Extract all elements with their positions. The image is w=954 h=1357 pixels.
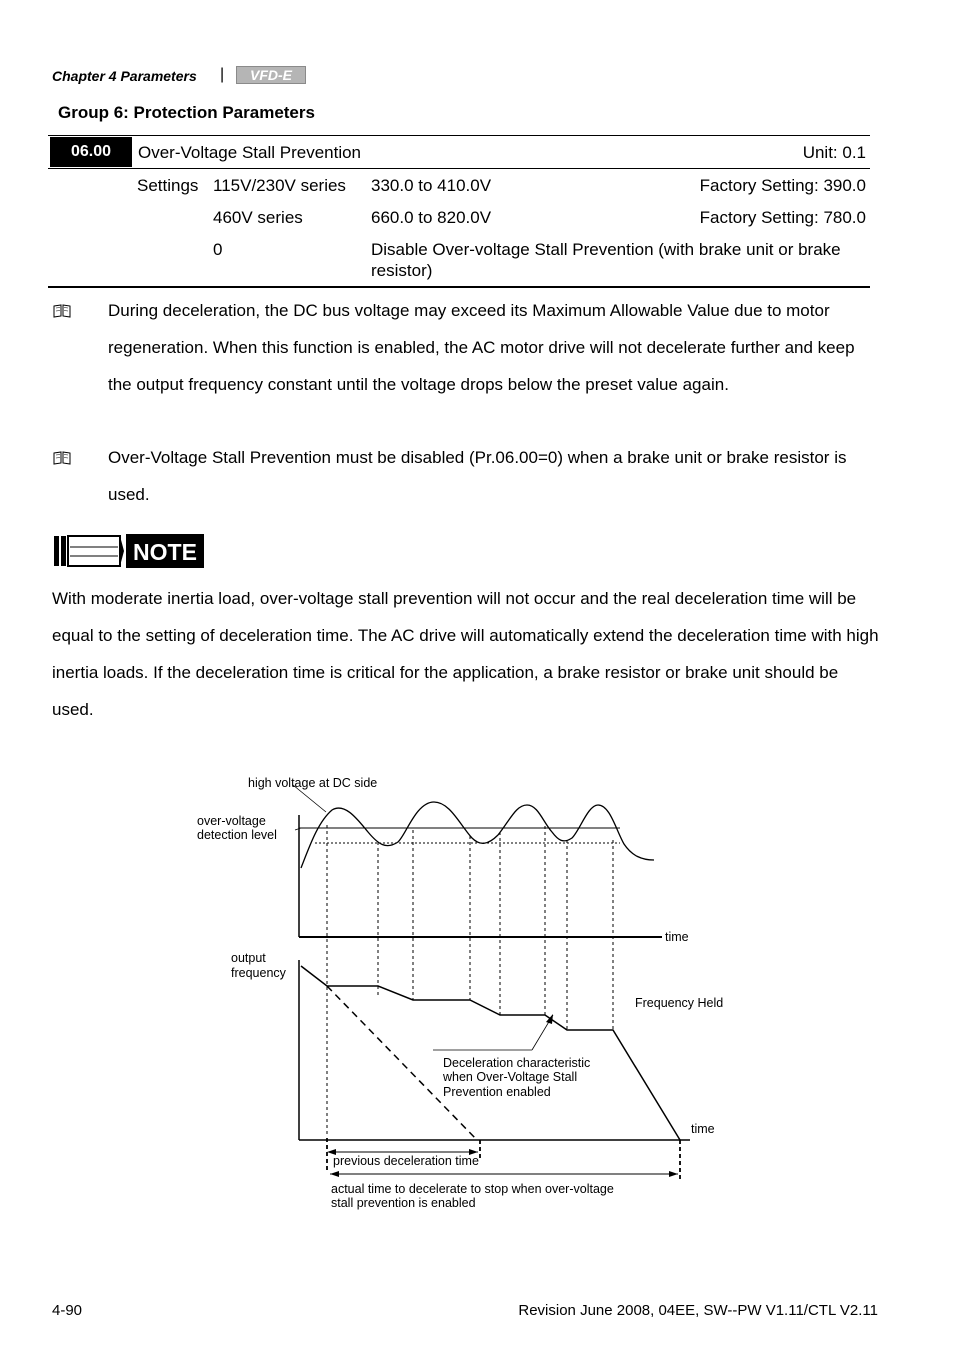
- label-deceleration-characteristic: when Over-Voltage Stall: [443, 1070, 578, 1084]
- label-output-frequency: output: [231, 951, 266, 965]
- dc-voltage-waveform: [301, 802, 654, 868]
- note-badge-text: NOTE: [133, 539, 197, 565]
- group-title: Group 6: Protection Parameters: [58, 103, 315, 122]
- label-output-frequency: frequency: [231, 966, 286, 980]
- vfd-e-logo: [236, 66, 306, 84]
- label-frequency-held: Frequency Held: [635, 996, 724, 1010]
- bullet-text: During deceleration, the DC bus voltage may exceed its Maximum Allowable Value due to motor regeneration. When this function is enabled, the AC motor drive will not decelerate further and keep the output frequency constant until the voltage drops below the preset value again.: [108, 301, 855, 394]
- row-factory-setting: Factory Setting: 390.0: [699, 176, 866, 195]
- note-text: With moderate inertia load, over-voltage stall prevention will not occur and the real deceleration time will be equal to the setting of deceleration time. The AC drive will automatically extend the deceleration time with high inertia loads. If the deceleration time is critical for the application, a brake resistor or brake unit should be used.: [52, 589, 879, 719]
- book-icon: [53, 304, 71, 318]
- logo-text: VFD-E: [250, 67, 292, 83]
- label-ov-level: detection level: [197, 828, 277, 842]
- chapter-title: Chapter 4 Parameters: [52, 68, 197, 84]
- row-factory-setting: Factory Setting: 780.0: [699, 208, 866, 227]
- table-bottom-rule: [48, 286, 870, 288]
- row-series: 115V/230V series: [213, 176, 346, 195]
- row-range: Disable Over-voltage Stall Prevention (with brake unit or brake resistor): [371, 240, 841, 280]
- label-previous-deceleration: previous deceleration time: [333, 1154, 479, 1168]
- header-separator: |: [220, 66, 225, 83]
- label-ov-level: over-voltage: [197, 814, 266, 828]
- revision-info: Revision June 2008, 04EE, SW--PW V1.11/CTL V2.11: [518, 1302, 878, 1319]
- over-voltage-stall-diagram: [180, 760, 780, 1230]
- note-pencil-icon: [54, 534, 204, 568]
- table-top-rule: [48, 135, 870, 136]
- parameter-code: 06.00: [50, 137, 132, 167]
- label-deceleration-characteristic: Deceleration characteristic: [443, 1056, 591, 1070]
- label-actual-time: stall prevention is enabled: [331, 1196, 476, 1210]
- row-series: 460V series: [213, 208, 303, 227]
- page-number: 4-90: [52, 1302, 83, 1319]
- label-time-top: time: [665, 930, 689, 944]
- output-frequency-curve: [301, 966, 680, 1140]
- table-header-rule: [48, 168, 870, 169]
- parameter-unit: Unit: 0.1: [802, 143, 866, 162]
- label-deceleration-characteristic: Prevention enabled: [443, 1085, 551, 1099]
- parameter-name: Over-Voltage Stall Prevention: [138, 143, 362, 162]
- label-actual-time: actual time to decelerate to stop when over-voltage: [331, 1182, 614, 1196]
- row-range: 660.0 to 820.0V: [371, 208, 492, 227]
- label-time-bottom: time: [691, 1122, 715, 1136]
- settings-label: Settings: [137, 176, 199, 195]
- row-range: 330.0 to 410.0V: [371, 176, 492, 195]
- bullet-text: Over-Voltage Stall Prevention must be disabled (Pr.06.00=0) when a brake unit or brake resistor is used.: [108, 448, 847, 504]
- book-icon: [53, 451, 71, 465]
- label-high-voltage: high voltage at DC side: [248, 776, 378, 790]
- row-series: 0: [213, 240, 223, 259]
